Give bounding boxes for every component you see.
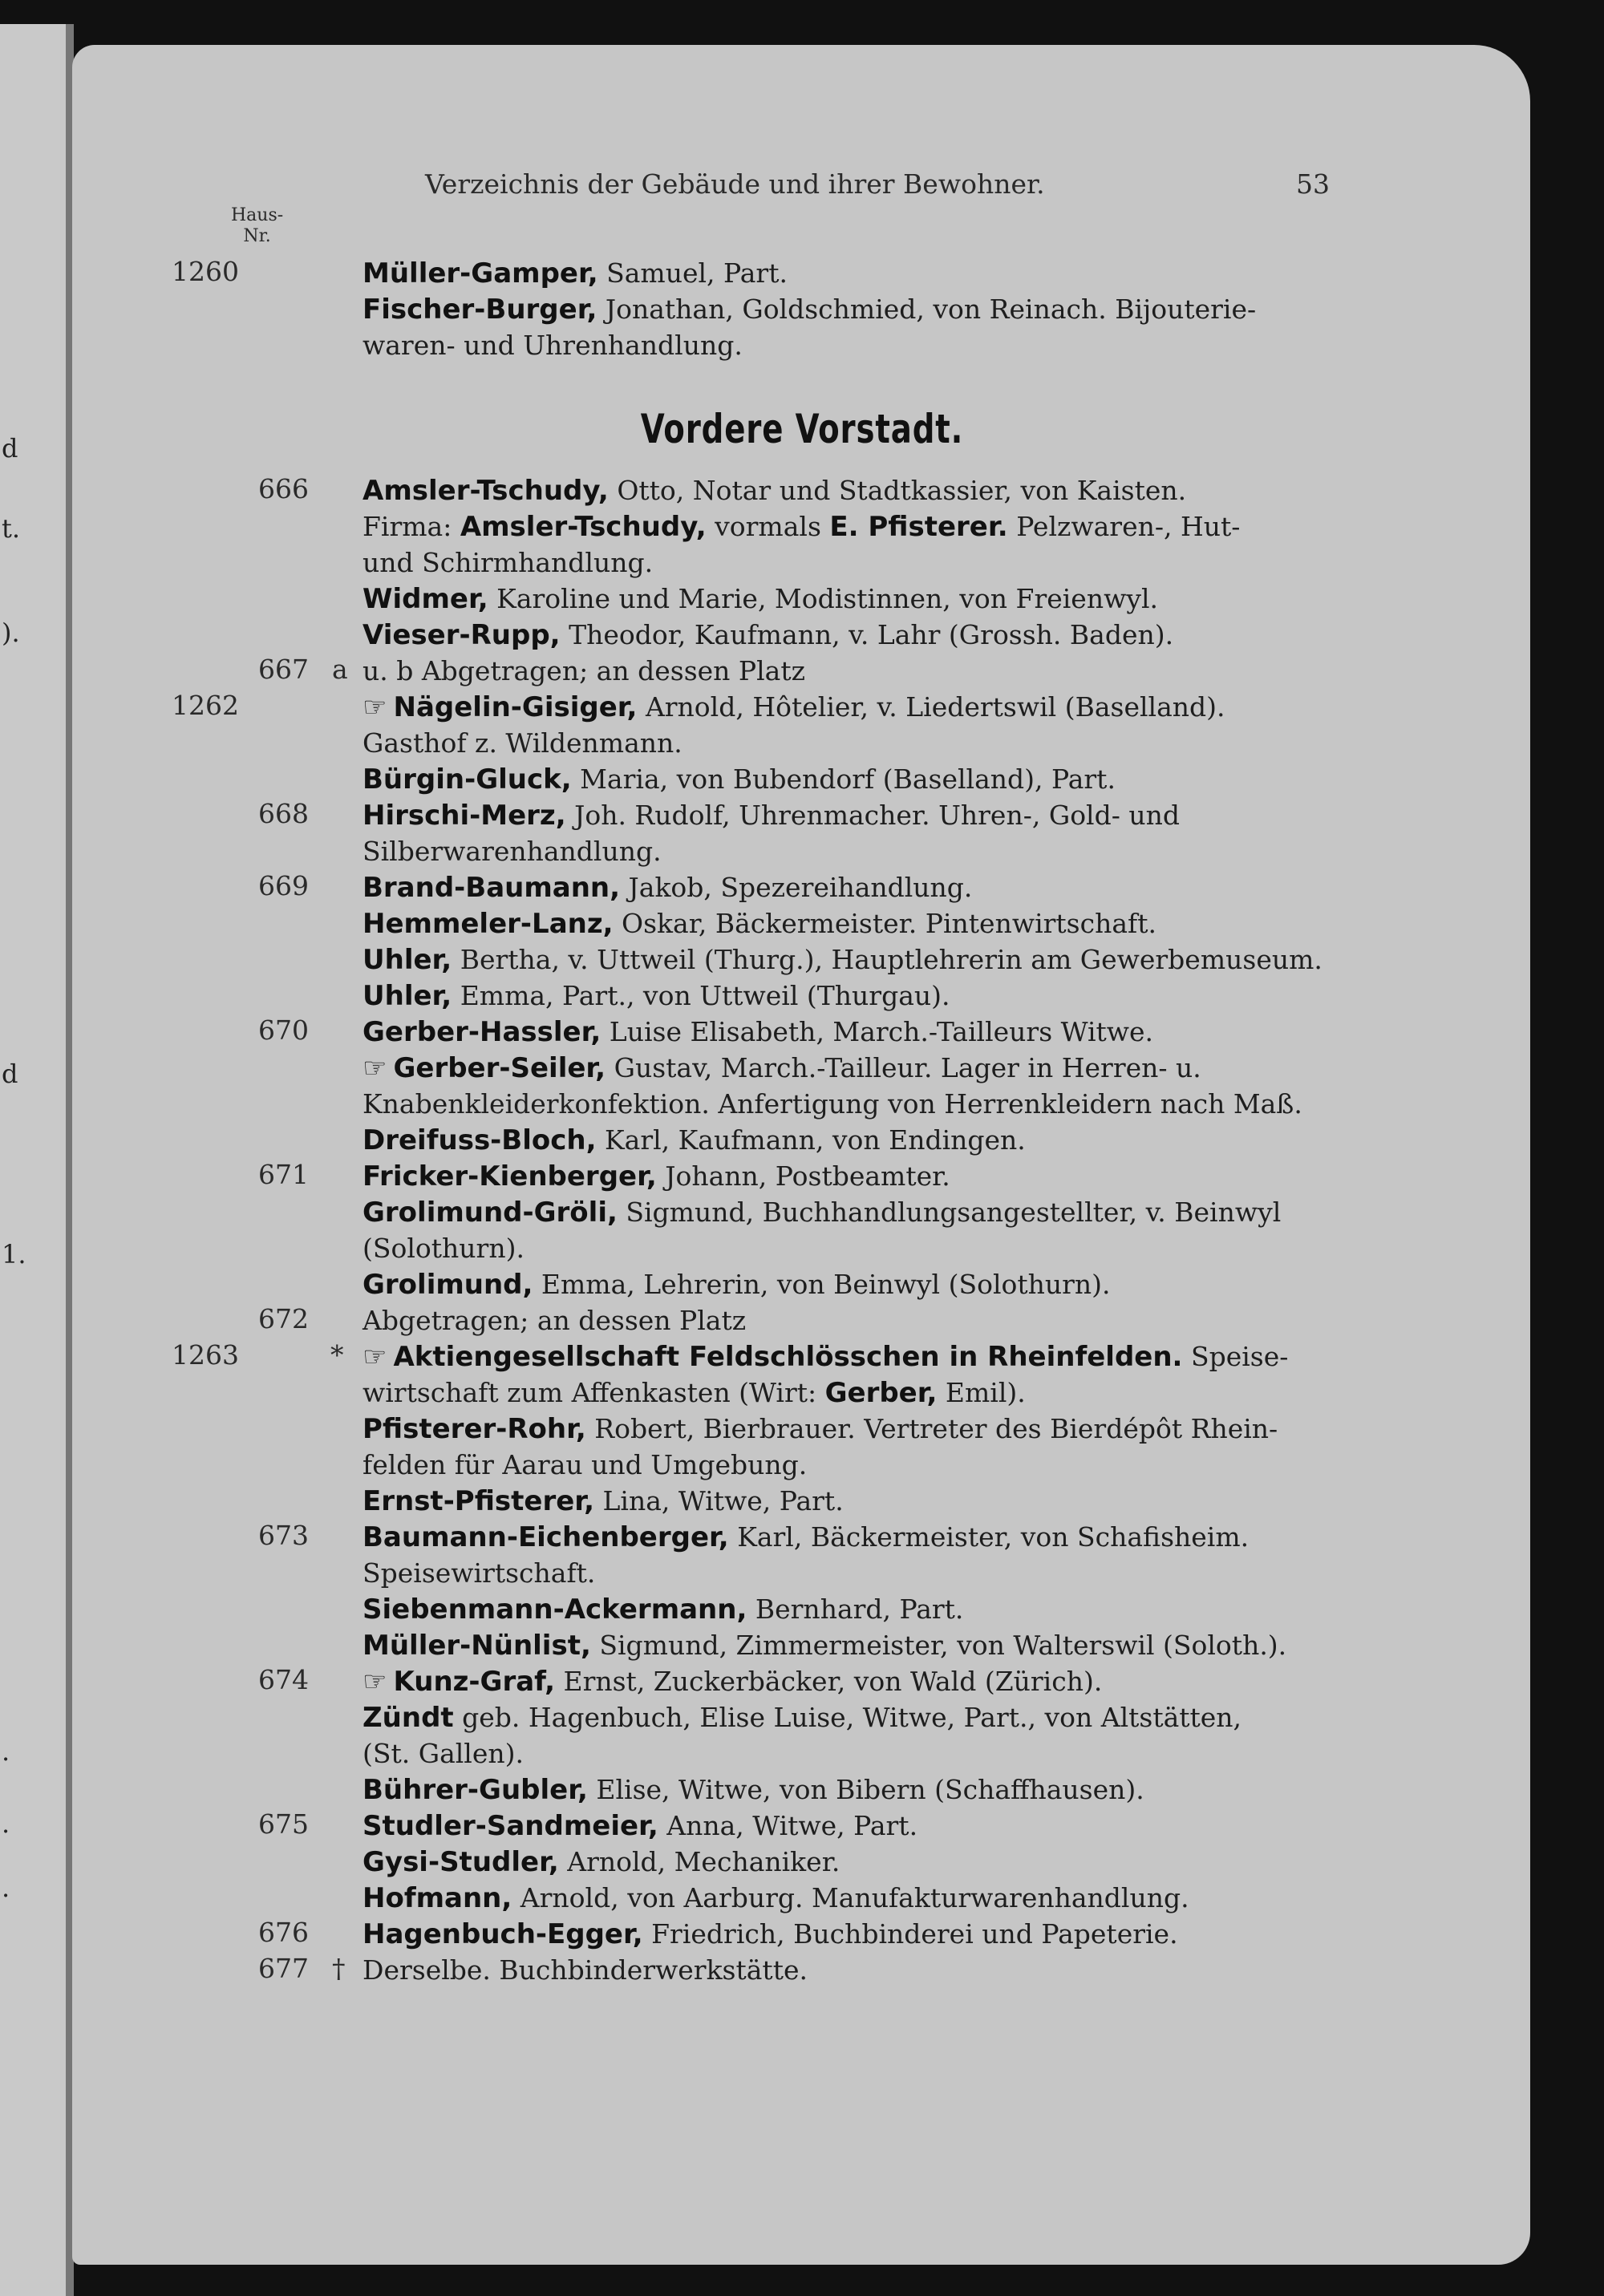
- entry-line: [363, 619, 1173, 651]
- left-page-fragment: ).: [2, 618, 20, 648]
- resident-name: Müller-Nünlist,: [363, 1630, 591, 1662]
- entry-line: [363, 1377, 1026, 1409]
- entry-text: vormals: [706, 511, 830, 542]
- resident-name: Zündt: [363, 1702, 454, 1734]
- resident-name: Fischer-Burger,: [363, 294, 597, 326]
- entry-text: Pelzwaren-, Hut-: [1007, 511, 1241, 542]
- entry-line: [363, 1305, 746, 1337]
- entry-text: geb. Hagenbuch, Elise Luise, Witwe, Part., von Altstätten,: [453, 1702, 1242, 1733]
- entry-line: [363, 1557, 595, 1589]
- resident-name: Uhler,: [363, 980, 452, 1012]
- entry-line: [363, 1702, 1241, 1734]
- entry-line: [363, 475, 1186, 507]
- left-page-edge: [0, 24, 69, 2296]
- left-page-fragment: .: [2, 1808, 10, 1839]
- entry-line: [363, 1666, 1102, 1698]
- building-number: 1262: [172, 690, 239, 721]
- entry-line: [363, 1016, 1153, 1048]
- entry-line: [363, 1052, 1201, 1084]
- entry-text: Jonathan, Goldschmied, von Reinach. Bijouterie-: [597, 294, 1257, 325]
- resident-name: Hagenbuch-Egger,: [363, 1918, 643, 1950]
- left-page-fragment: .: [2, 1736, 10, 1767]
- entry-line: [363, 655, 805, 687]
- entry-text: Derselbe. Buchbinderwerkstätte.: [363, 1954, 808, 1986]
- resident-name: Amsler-Tschudy,: [460, 511, 707, 543]
- entry-text: Luise Elisabeth, March.-Tailleurs Witwe.: [601, 1016, 1154, 1047]
- old-house-number: 669: [258, 870, 309, 901]
- old-house-number: 674: [258, 1664, 309, 1695]
- entry-text: Knabenkleiderkonfektion. Anfertigung von Herrenkleidern nach Maß.: [363, 1088, 1302, 1120]
- entry-text: Arnold, von Aarburg. Manufakturwarenhandlung.: [512, 1882, 1189, 1913]
- entry-text: Bertha, v. Uttweil (Thurg.), Hauptlehrerin am Gewerbemuseum.: [452, 944, 1322, 975]
- entry-line: [363, 511, 1240, 543]
- entry-line: [363, 1882, 1189, 1914]
- entry-text: waren- und Uhrenhandlung.: [363, 330, 743, 361]
- entry-line: [363, 1593, 963, 1626]
- entry-line: [363, 1954, 808, 1986]
- left-page-fragment: .: [2, 1873, 10, 1903]
- resident-name: Pfisterer-Rohr,: [363, 1413, 586, 1445]
- resident-name: Nägelin-Gisiger,: [393, 691, 638, 723]
- resident-name: Müller-Gamper,: [363, 257, 598, 290]
- entry-text: Lina, Witwe, Part.: [593, 1485, 844, 1516]
- entry-text: und Schirmhandlung.: [363, 547, 654, 578]
- resident-name: Gerber-Hassler,: [363, 1016, 602, 1048]
- running-header: Verzeichnis der Gebäude und ihrer Bewohner.: [425, 168, 1045, 200]
- resident-name: Fricker-Kienberger,: [363, 1160, 657, 1193]
- entry-text: Anna, Witwe, Part.: [658, 1810, 918, 1841]
- entry-line: [363, 1341, 1288, 1373]
- entry-text: Karoline und Marie, Modistinnen, von Freienwyl.: [488, 583, 1159, 614]
- building-number: 1260: [172, 256, 239, 287]
- resident-name: Hemmeler-Lanz,: [363, 908, 614, 940]
- old-house-number: 668: [258, 798, 309, 829]
- entry-text: Arnold, Hôtelier, v. Liedertswil (Baselland).: [637, 691, 1225, 723]
- old-house-number: 666: [258, 473, 309, 504]
- resident-name: Aktiengesellschaft Feldschlösschen in Rheinfelden.: [393, 1341, 1183, 1373]
- resident-name: E. Pfisterer.: [829, 511, 1008, 543]
- entry-text: Emma, Part., von Uttweil (Thurgau).: [452, 980, 950, 1011]
- resident-name: Gerber,: [824, 1377, 938, 1409]
- left-page-fragment: 1.: [2, 1239, 26, 1269]
- entry-line: [363, 1630, 1286, 1662]
- entry-text: Gasthof z. Wildenmann.: [363, 727, 683, 759]
- entry-text: Jakob, Spezereihandlung.: [620, 872, 973, 903]
- entry-line: [363, 583, 1158, 615]
- resident-name: Baumann-Eichenberger,: [363, 1521, 729, 1553]
- old-house-number: 675: [258, 1808, 309, 1840]
- entry-line: [363, 257, 788, 290]
- old-house-number: 676: [258, 1917, 309, 1948]
- entry-line: [363, 691, 1225, 723]
- building-number: 1263: [172, 1339, 239, 1371]
- section-title: Vordere Vorstadt.: [640, 406, 964, 452]
- old-house-number: 677: [258, 1953, 309, 1984]
- entry-line: [363, 1521, 1249, 1553]
- entry-text: Firma:: [363, 511, 460, 542]
- entry-line: [363, 1197, 1281, 1229]
- entry-mark: a: [332, 654, 348, 685]
- entry-text: Joh. Rudolf, Uhrenmacher. Uhren-, Gold- und: [565, 800, 1181, 831]
- entry-line: [363, 727, 683, 759]
- entry-line: [363, 547, 653, 579]
- entry-text: Theodor, Kaufmann, v. Lahr (Grossh. Baden).: [560, 619, 1174, 650]
- entry-line: [363, 1413, 1278, 1445]
- resident-name: Dreifuss-Bloch,: [363, 1124, 597, 1156]
- entry-line: [363, 1269, 1111, 1301]
- entry-text: Emil).: [937, 1377, 1026, 1408]
- entry-line: [363, 980, 950, 1012]
- old-house-number: 667: [258, 654, 309, 685]
- entry-text: Elise, Witwe, von Bibern (Schaffhausen).: [587, 1774, 1144, 1805]
- resident-name: Kunz-Graf,: [393, 1666, 556, 1698]
- entry-line: [363, 800, 1180, 832]
- entry-line: [363, 1738, 524, 1770]
- entry-line: [363, 944, 1322, 976]
- entry-line: [363, 1160, 950, 1193]
- entry-text: Samuel, Part.: [597, 257, 788, 289]
- entry-text: Karl, Bäckermeister, von Schafisheim.: [728, 1521, 1250, 1553]
- old-house-number: 671: [258, 1159, 309, 1190]
- resident-name: Gerber-Seiler,: [393, 1052, 606, 1084]
- entry-line: [363, 1124, 1026, 1156]
- entry-line: [363, 294, 1256, 326]
- entry-line: [363, 1774, 1144, 1806]
- entry-line: [363, 836, 662, 868]
- entry-text: Oskar, Bäckermeister. Pintenwirtschaft.: [613, 908, 1156, 939]
- pointing-hand-icon: ☞: [363, 691, 387, 723]
- entry-text: Friedrich, Buchbinderei und Papeterie.: [642, 1918, 1178, 1950]
- entry-text: Abgetragen; an dessen Platz: [363, 1305, 747, 1336]
- haus-nr-label: Haus- Nr.: [231, 205, 284, 246]
- entry-text: Ernst, Zuckerbäcker, von Wald (Zürich).: [555, 1666, 1103, 1697]
- resident-name: Siebenmann-Ackermann,: [363, 1593, 747, 1626]
- entry-text: wirtschaft zum Affenkasten (Wirt:: [363, 1377, 825, 1408]
- entry-line: [363, 1449, 807, 1481]
- resident-name: Widmer,: [363, 583, 488, 615]
- entry-line: [363, 1918, 1178, 1950]
- resident-name: Vieser-Rupp,: [363, 619, 561, 651]
- entry-text: Johann, Postbeamter.: [656, 1160, 950, 1192]
- resident-name: Hofmann,: [363, 1882, 512, 1914]
- resident-name: Gysi-Studler,: [363, 1846, 559, 1878]
- entry-mark: *: [330, 1339, 344, 1371]
- entry-text: Robert, Bierbrauer. Vertreter des Bierdépôt Rhein-: [585, 1413, 1278, 1444]
- resident-name: Bührer-Gubler,: [363, 1774, 588, 1806]
- entry-line: [363, 1485, 844, 1517]
- pointing-hand-icon: ☞: [363, 1666, 387, 1698]
- resident-name: Amsler-Tschudy,: [363, 475, 609, 507]
- old-house-number: 670: [258, 1014, 309, 1046]
- entry-line: [363, 330, 743, 362]
- entry-text: Speisewirtschaft.: [363, 1557, 596, 1589]
- entry-text: Sigmund, Buchhandlungsangestellter, v. Beinwyl: [617, 1197, 1282, 1228]
- entry-text: Gustav, March.-Tailleur. Lager in Herren- u.: [606, 1052, 1201, 1083]
- resident-name: Studler-Sandmeier,: [363, 1810, 658, 1842]
- entry-text: Silberwarenhandlung.: [363, 836, 662, 867]
- entry-line: [363, 872, 972, 904]
- resident-name: Ernst-Pfisterer,: [363, 1485, 594, 1517]
- resident-name: Bürgin-Gluck,: [363, 763, 572, 796]
- entry-line: [363, 763, 1116, 796]
- entry-text: Maria, von Bubendorf (Baselland), Part.: [571, 763, 1116, 795]
- resident-name: Brand-Baumann,: [363, 872, 621, 904]
- page-number: 53: [1296, 168, 1330, 200]
- left-page-fragment: d: [2, 1059, 18, 1089]
- entry-text: Emma, Lehrerin, von Beinwyl (Solothurn).: [533, 1269, 1111, 1300]
- pointing-hand-icon: ☞: [363, 1341, 387, 1373]
- left-page-fragment: d: [2, 433, 18, 464]
- pointing-hand-icon: ☞: [363, 1052, 387, 1084]
- resident-name: Grolimund,: [363, 1269, 533, 1301]
- entry-line: [363, 1810, 917, 1842]
- resident-name: Grolimund-Gröli,: [363, 1197, 618, 1229]
- entry-text: Karl, Kaufmann, von Endingen.: [596, 1124, 1026, 1156]
- entry-text: u. b Abgetragen; an dessen Platz: [363, 655, 805, 686]
- entry-line: [363, 1846, 840, 1878]
- entry-text: Otto, Notar und Stadtkassier, von Kaisten.: [608, 475, 1187, 506]
- resident-name: Uhler,: [363, 944, 452, 976]
- entry-line: [363, 908, 1156, 940]
- entry-text: Arnold, Mechaniker.: [558, 1846, 840, 1877]
- entry-text: Sigmund, Zimmermeister, von Walterswil (Soloth.).: [590, 1630, 1287, 1661]
- old-house-number: 672: [258, 1303, 309, 1334]
- entry-text: felden für Aarau und Umgebung.: [363, 1449, 808, 1480]
- entry-text: Speise-: [1182, 1341, 1289, 1372]
- entry-line: [363, 1088, 1302, 1120]
- entry-text: Bernhard, Part.: [747, 1593, 964, 1625]
- entry-line: [363, 1233, 525, 1265]
- entry-text: (Solothurn).: [363, 1233, 525, 1264]
- old-house-number: 673: [258, 1520, 309, 1551]
- entry-mark: †: [332, 1953, 346, 1984]
- left-page-fragment: t.: [2, 513, 21, 544]
- entry-text: (St. Gallen).: [363, 1738, 525, 1769]
- resident-name: Hirschi-Merz,: [363, 800, 566, 832]
